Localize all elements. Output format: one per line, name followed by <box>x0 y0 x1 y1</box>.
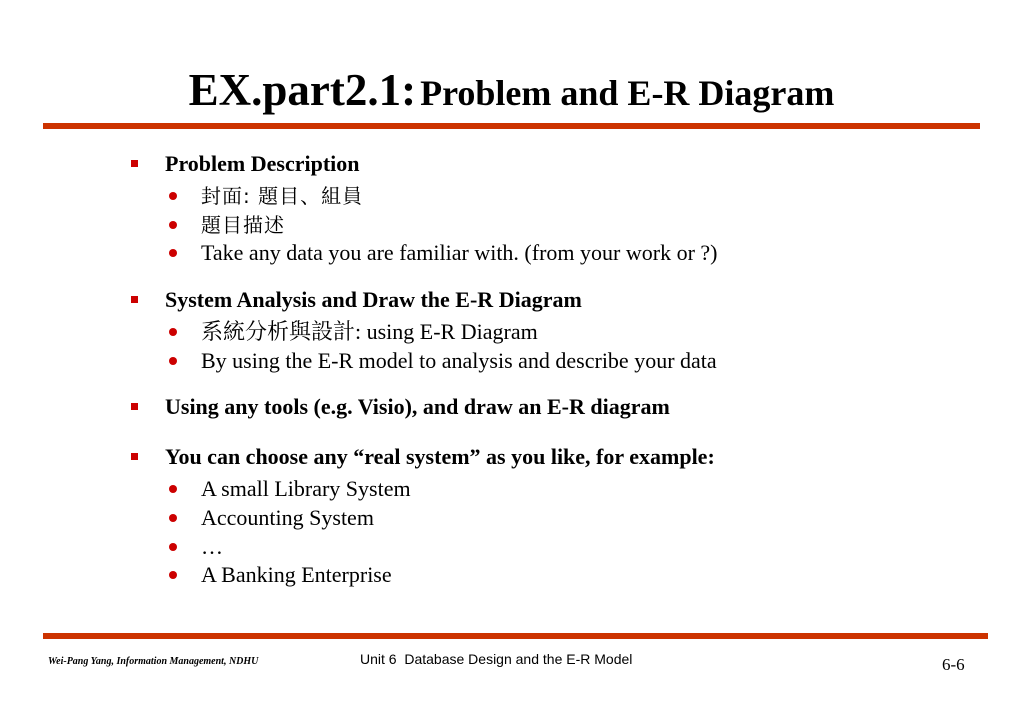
bullet-item-text: Accounting System <box>201 505 374 530</box>
bullet-item-text: Take any data you are familiar with. (from your work or ?) <box>201 240 718 265</box>
bullet-heading-text: You can choose any “real system” as you like, for example: <box>165 444 715 469</box>
square-bullet-icon <box>131 160 138 167</box>
bullet-heading <box>165 396 670 418</box>
footer-author: Wei-Pang Yang, Information Management, NDHU <box>48 656 259 667</box>
dot-bullet-icon <box>169 192 177 200</box>
dot-bullet-icon <box>169 571 177 579</box>
bullet-heading <box>165 289 582 311</box>
slide-title-main: EX.part2.1: <box>188 65 417 115</box>
dot-bullet-icon <box>169 514 177 522</box>
dot-bullet-icon <box>169 328 177 336</box>
bullet-item <box>201 321 538 343</box>
dot-bullet-icon <box>169 543 177 551</box>
bullet-heading-text: System Analysis and Draw the E-R Diagram <box>165 287 582 312</box>
bullet-item <box>201 350 717 372</box>
slide-title-sub: Problem and E-R Diagram <box>420 73 835 113</box>
square-bullet-icon <box>131 296 138 303</box>
bullet-item <box>201 242 717 264</box>
bullet-item-text: 封面: 題目、組員 <box>201 184 364 208</box>
bullet-heading-text: Problem Description <box>165 151 360 176</box>
bullet-item <box>201 564 392 586</box>
dot-bullet-icon <box>169 357 177 365</box>
bullet-item-text: … <box>201 534 223 559</box>
bullet-item-text: A Banking Enterprise <box>201 562 392 587</box>
dot-bullet-icon <box>169 485 177 493</box>
bullet-heading-text: Using any tools (e.g. Visio), and draw an E-R diagram <box>165 394 670 419</box>
page-number: 6-6 <box>942 655 965 674</box>
bullet-item <box>201 185 363 207</box>
bullet-item <box>201 536 223 558</box>
dot-bullet-icon <box>169 221 177 229</box>
bullet-item <box>201 478 411 500</box>
bullet-item-text: 系統分析與設計: using E-R Diagram <box>201 319 538 344</box>
bullet-heading <box>165 153 360 175</box>
bullet-item-text: By using the E-R model to analysis and describe your data <box>201 348 717 373</box>
bullet-item <box>201 214 285 236</box>
bullet-item-text: A small Library System <box>201 476 411 501</box>
bullet-heading <box>165 446 715 468</box>
square-bullet-icon <box>131 453 138 460</box>
square-bullet-icon <box>131 403 138 410</box>
dot-bullet-icon <box>169 249 177 257</box>
bullet-item-text: 題目描述 <box>201 213 285 237</box>
footer-unit-title: Unit 6 Database Design and the E-R Model <box>360 651 633 667</box>
bullet-item <box>201 507 374 529</box>
bottom-divider <box>43 633 988 639</box>
